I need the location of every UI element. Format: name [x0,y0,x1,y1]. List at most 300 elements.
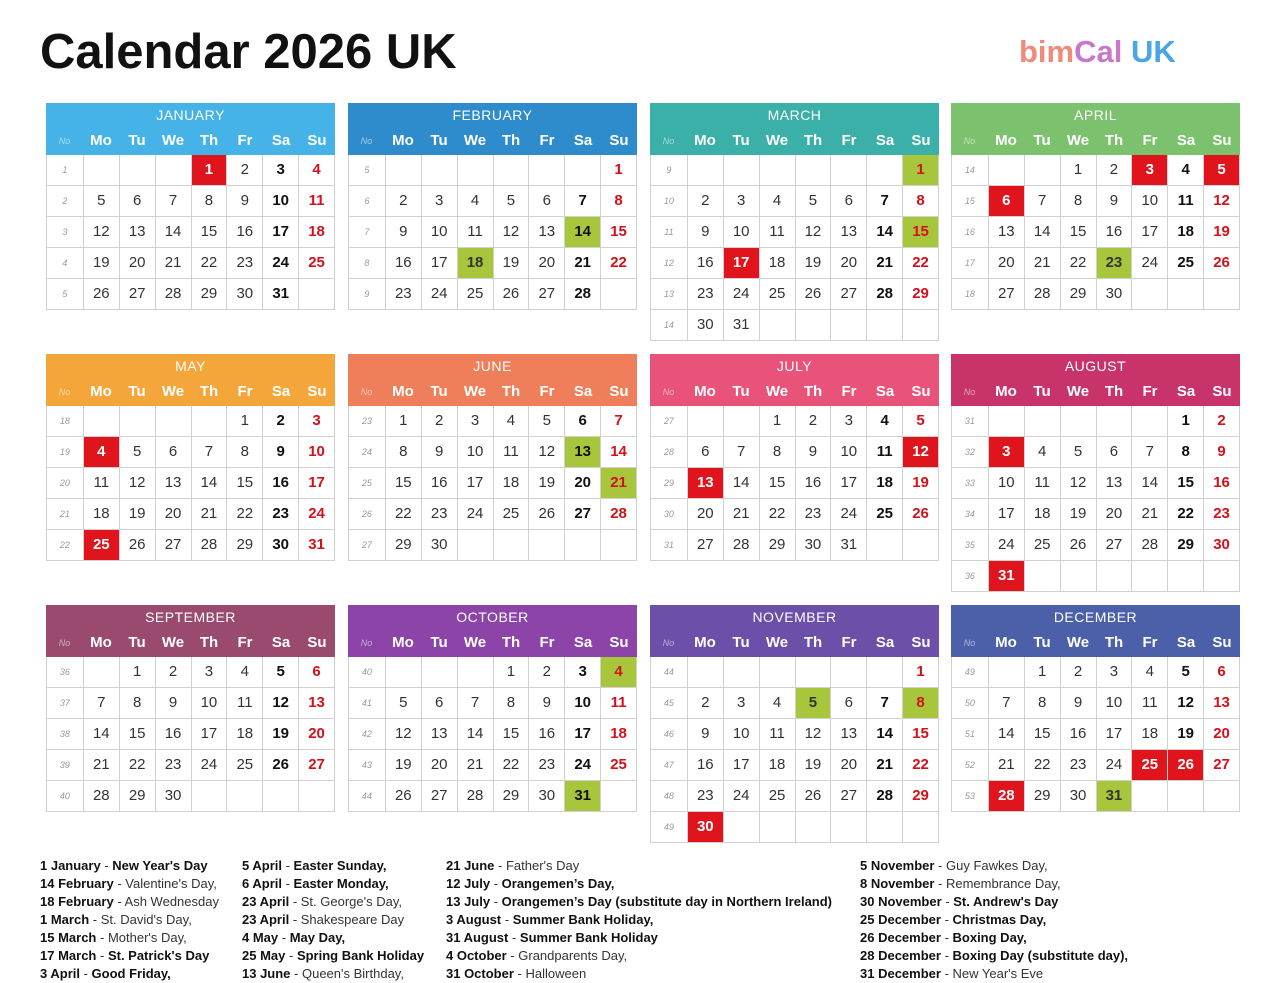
day-cell[interactable]: 27 [831,279,867,309]
day-cell[interactable]: 29 [494,781,530,811]
day-cell[interactable]: 26 [386,781,422,811]
day-cell[interactable]: 2 [422,406,458,436]
day-cell[interactable]: 20 [1097,499,1133,529]
day-cell[interactable]: 30 [1097,279,1133,309]
day-cell[interactable]: 14 [867,217,903,247]
day-cell[interactable]: 16 [529,719,565,749]
day-cell[interactable]: 5 [796,186,832,216]
day-cell[interactable]: 17 [458,468,494,498]
day-cell[interactable]: 28 [156,279,192,309]
day-cell[interactable]: 19 [386,750,422,780]
day-cell[interactable]: 6 [989,186,1025,216]
day-cell[interactable]: 21 [989,750,1025,780]
day-cell[interactable]: 25 [1025,530,1061,560]
day-cell[interactable]: 26 [1204,248,1240,278]
day-cell[interactable]: 26 [84,279,120,309]
day-cell[interactable]: 9 [1061,688,1097,718]
day-cell[interactable]: 15 [903,719,939,749]
day-cell[interactable]: 21 [192,499,228,529]
day-cell[interactable]: 28 [84,781,120,811]
day-cell[interactable]: 21 [867,248,903,278]
day-cell[interactable]: 15 [760,468,796,498]
day-cell[interactable]: 4 [227,657,263,687]
day-cell[interactable]: 18 [84,499,120,529]
day-cell[interactable]: 5 [1204,155,1240,185]
day-cell[interactable]: 19 [529,468,565,498]
day-cell[interactable]: 12 [386,719,422,749]
day-cell[interactable]: 6 [1204,657,1240,687]
day-cell[interactable]: 27 [565,499,601,529]
day-cell[interactable]: 22 [1025,750,1061,780]
day-cell[interactable]: 18 [760,750,796,780]
day-cell[interactable]: 4 [601,657,637,687]
day-cell[interactable]: 24 [458,499,494,529]
day-cell[interactable]: 12 [120,468,156,498]
day-cell[interactable]: 1 [120,657,156,687]
day-cell[interactable]: 2 [529,657,565,687]
day-cell[interactable]: 30 [263,530,299,560]
day-cell[interactable]: 9 [1204,437,1240,467]
day-cell[interactable]: 27 [688,530,724,560]
day-cell[interactable]: 8 [1025,688,1061,718]
day-cell[interactable]: 3 [192,657,228,687]
day-cell[interactable]: 1 [601,155,637,185]
day-cell[interactable]: 15 [601,217,637,247]
day-cell[interactable]: 10 [1097,688,1133,718]
day-cell[interactable]: 18 [1168,217,1204,247]
day-cell[interactable]: 12 [796,719,832,749]
day-cell[interactable]: 10 [565,688,601,718]
day-cell[interactable]: 12 [796,217,832,247]
day-cell[interactable]: 7 [156,186,192,216]
day-cell[interactable]: 19 [1061,499,1097,529]
day-cell[interactable]: 9 [688,217,724,247]
day-cell[interactable]: 31 [724,310,760,340]
day-cell[interactable]: 25 [494,499,530,529]
day-cell[interactable]: 7 [867,688,903,718]
day-cell[interactable]: 26 [1168,750,1204,780]
day-cell[interactable]: 5 [1061,437,1097,467]
day-cell[interactable]: 1 [1168,406,1204,436]
day-cell[interactable]: 15 [1168,468,1204,498]
day-cell[interactable]: 15 [386,468,422,498]
day-cell[interactable]: 18 [1025,499,1061,529]
day-cell[interactable]: 3 [565,657,601,687]
day-cell[interactable]: 24 [422,279,458,309]
day-cell[interactable]: 6 [422,688,458,718]
day-cell[interactable]: 2 [156,657,192,687]
day-cell[interactable]: 28 [1025,279,1061,309]
day-cell[interactable]: 11 [867,437,903,467]
day-cell[interactable]: 30 [529,781,565,811]
day-cell[interactable]: 22 [120,750,156,780]
day-cell[interactable]: 2 [1204,406,1240,436]
day-cell[interactable]: 10 [458,437,494,467]
day-cell[interactable]: 29 [1025,781,1061,811]
day-cell[interactable]: 19 [1204,217,1240,247]
day-cell[interactable]: 25 [458,279,494,309]
day-cell[interactable]: 23 [688,781,724,811]
day-cell[interactable]: 1 [1025,657,1061,687]
day-cell[interactable]: 16 [688,750,724,780]
day-cell[interactable]: 15 [1025,719,1061,749]
day-cell[interactable]: 10 [299,437,335,467]
day-cell[interactable]: 20 [120,248,156,278]
day-cell[interactable]: 21 [601,468,637,498]
day-cell[interactable]: 1 [903,155,939,185]
day-cell[interactable]: 27 [989,279,1025,309]
day-cell[interactable]: 28 [989,781,1025,811]
day-cell[interactable]: 25 [1132,750,1168,780]
day-cell[interactable]: 13 [1204,688,1240,718]
day-cell[interactable]: 3 [831,406,867,436]
day-cell[interactable]: 3 [299,406,335,436]
day-cell[interactable]: 25 [601,750,637,780]
day-cell[interactable]: 29 [120,781,156,811]
day-cell[interactable]: 2 [263,406,299,436]
day-cell[interactable]: 14 [458,719,494,749]
day-cell[interactable]: 23 [529,750,565,780]
day-cell[interactable]: 29 [386,530,422,560]
day-cell[interactable]: 1 [1061,155,1097,185]
day-cell[interactable]: 19 [120,499,156,529]
day-cell[interactable]: 23 [422,499,458,529]
day-cell[interactable]: 30 [1061,781,1097,811]
day-cell[interactable]: 27 [299,750,335,780]
day-cell[interactable]: 24 [1132,248,1168,278]
day-cell[interactable]: 24 [192,750,228,780]
day-cell[interactable]: 19 [84,248,120,278]
day-cell[interactable]: 2 [688,688,724,718]
day-cell[interactable]: 12 [263,688,299,718]
day-cell[interactable]: 3 [1097,657,1133,687]
day-cell[interactable]: 20 [1204,719,1240,749]
day-cell[interactable]: 12 [903,437,939,467]
day-cell[interactable]: 24 [724,279,760,309]
day-cell[interactable]: 16 [1097,217,1133,247]
day-cell[interactable]: 25 [1168,248,1204,278]
day-cell[interactable]: 6 [120,186,156,216]
day-cell[interactable]: 14 [601,437,637,467]
day-cell[interactable]: 17 [565,719,601,749]
day-cell[interactable]: 14 [84,719,120,749]
day-cell[interactable]: 2 [1061,657,1097,687]
day-cell[interactable]: 22 [1061,248,1097,278]
day-cell[interactable]: 28 [601,499,637,529]
day-cell[interactable]: 29 [1061,279,1097,309]
day-cell[interactable]: 11 [601,688,637,718]
day-cell[interactable]: 16 [263,468,299,498]
day-cell[interactable]: 10 [989,468,1025,498]
day-cell[interactable]: 20 [565,468,601,498]
day-cell[interactable]: 22 [903,248,939,278]
day-cell[interactable]: 22 [386,499,422,529]
day-cell[interactable]: 19 [1168,719,1204,749]
day-cell[interactable]: 22 [192,248,228,278]
day-cell[interactable]: 6 [529,186,565,216]
day-cell[interactable]: 30 [688,812,724,842]
day-cell[interactable]: 1 [494,657,530,687]
day-cell[interactable]: 7 [989,688,1025,718]
day-cell[interactable]: 2 [1097,155,1133,185]
day-cell[interactable]: 19 [903,468,939,498]
day-cell[interactable]: 30 [796,530,832,560]
day-cell[interactable]: 23 [1097,248,1133,278]
day-cell[interactable]: 26 [494,279,530,309]
day-cell[interactable]: 27 [529,279,565,309]
day-cell[interactable]: 25 [760,279,796,309]
day-cell[interactable]: 22 [760,499,796,529]
day-cell[interactable]: 8 [494,688,530,718]
day-cell[interactable]: 16 [422,468,458,498]
day-cell[interactable]: 3 [724,186,760,216]
day-cell[interactable]: 17 [422,248,458,278]
day-cell[interactable]: 11 [1025,468,1061,498]
day-cell[interactable]: 17 [724,750,760,780]
day-cell[interactable]: 26 [529,499,565,529]
day-cell[interactable]: 15 [227,468,263,498]
day-cell[interactable]: 29 [227,530,263,560]
day-cell[interactable]: 21 [1025,248,1061,278]
day-cell[interactable]: 13 [989,217,1025,247]
day-cell[interactable]: 11 [1168,186,1204,216]
day-cell[interactable]: 6 [299,657,335,687]
day-cell[interactable]: 26 [263,750,299,780]
day-cell[interactable]: 12 [529,437,565,467]
day-cell[interactable]: 8 [227,437,263,467]
day-cell[interactable]: 17 [1097,719,1133,749]
day-cell[interactable]: 23 [688,279,724,309]
day-cell[interactable]: 16 [1061,719,1097,749]
day-cell[interactable]: 5 [494,186,530,216]
day-cell[interactable]: 21 [1132,499,1168,529]
day-cell[interactable]: 24 [565,750,601,780]
day-cell[interactable]: 9 [263,437,299,467]
day-cell[interactable]: 25 [299,248,335,278]
day-cell[interactable]: 20 [831,248,867,278]
day-cell[interactable]: 2 [688,186,724,216]
day-cell[interactable]: 18 [867,468,903,498]
day-cell[interactable]: 14 [156,217,192,247]
day-cell[interactable]: 31 [989,561,1025,591]
day-cell[interactable]: 22 [601,248,637,278]
day-cell[interactable]: 3 [422,186,458,216]
day-cell[interactable]: 31 [263,279,299,309]
day-cell[interactable]: 4 [867,406,903,436]
day-cell[interactable]: 23 [796,499,832,529]
day-cell[interactable]: 3 [724,688,760,718]
day-cell[interactable]: 26 [903,499,939,529]
day-cell[interactable]: 11 [494,437,530,467]
day-cell[interactable]: 20 [831,750,867,780]
day-cell[interactable]: 5 [386,688,422,718]
day-cell[interactable]: 4 [760,688,796,718]
day-cell[interactable]: 7 [724,437,760,467]
day-cell[interactable]: 10 [831,437,867,467]
day-cell[interactable]: 30 [1204,530,1240,560]
day-cell[interactable]: 21 [565,248,601,278]
day-cell[interactable]: 27 [1204,750,1240,780]
day-cell[interactable]: 16 [1204,468,1240,498]
day-cell[interactable]: 4 [494,406,530,436]
day-cell[interactable]: 16 [227,217,263,247]
day-cell[interactable]: 16 [156,719,192,749]
day-cell[interactable]: 28 [867,279,903,309]
day-cell[interactable]: 7 [458,688,494,718]
day-cell[interactable]: 27 [422,781,458,811]
day-cell[interactable]: 14 [1025,217,1061,247]
day-cell[interactable]: 12 [1204,186,1240,216]
day-cell[interactable]: 30 [227,279,263,309]
day-cell[interactable]: 19 [796,248,832,278]
day-cell[interactable]: 9 [796,437,832,467]
day-cell[interactable]: 25 [760,781,796,811]
day-cell[interactable]: 8 [192,186,228,216]
day-cell[interactable]: 7 [84,688,120,718]
day-cell[interactable]: 20 [529,248,565,278]
day-cell[interactable]: 27 [120,279,156,309]
day-cell[interactable]: 1 [903,657,939,687]
day-cell[interactable]: 11 [299,186,335,216]
day-cell[interactable]: 6 [688,437,724,467]
day-cell[interactable]: 29 [903,279,939,309]
day-cell[interactable]: 19 [494,248,530,278]
day-cell[interactable]: 28 [458,781,494,811]
day-cell[interactable]: 9 [227,186,263,216]
day-cell[interactable]: 7 [1025,186,1061,216]
day-cell[interactable]: 19 [263,719,299,749]
day-cell[interactable]: 22 [1168,499,1204,529]
day-cell[interactable]: 29 [1168,530,1204,560]
day-cell[interactable]: 7 [565,186,601,216]
day-cell[interactable]: 20 [156,499,192,529]
day-cell[interactable]: 13 [156,468,192,498]
day-cell[interactable]: 3 [1132,155,1168,185]
day-cell[interactable]: 10 [724,217,760,247]
day-cell[interactable]: 12 [1061,468,1097,498]
day-cell[interactable]: 18 [299,217,335,247]
day-cell[interactable]: 11 [760,217,796,247]
day-cell[interactable]: 14 [192,468,228,498]
day-cell[interactable]: 10 [1132,186,1168,216]
day-cell[interactable]: 5 [84,186,120,216]
day-cell[interactable]: 18 [601,719,637,749]
day-cell[interactable]: 8 [903,186,939,216]
day-cell[interactable]: 14 [867,719,903,749]
day-cell[interactable]: 2 [386,186,422,216]
day-cell[interactable]: 13 [120,217,156,247]
day-cell[interactable]: 6 [1097,437,1133,467]
day-cell[interactable]: 24 [831,499,867,529]
day-cell[interactable]: 22 [903,750,939,780]
day-cell[interactable]: 17 [831,468,867,498]
day-cell[interactable]: 9 [422,437,458,467]
day-cell[interactable]: 16 [386,248,422,278]
day-cell[interactable]: 23 [1204,499,1240,529]
day-cell[interactable]: 15 [120,719,156,749]
day-cell[interactable]: 28 [1132,530,1168,560]
day-cell[interactable]: 31 [831,530,867,560]
day-cell[interactable]: 1 [192,155,228,185]
day-cell[interactable]: 12 [494,217,530,247]
day-cell[interactable]: 4 [760,186,796,216]
day-cell[interactable]: 27 [156,530,192,560]
day-cell[interactable]: 6 [831,186,867,216]
day-cell[interactable]: 1 [760,406,796,436]
day-cell[interactable]: 18 [227,719,263,749]
day-cell[interactable]: 2 [796,406,832,436]
day-cell[interactable]: 19 [796,750,832,780]
day-cell[interactable]: 9 [529,688,565,718]
day-cell[interactable]: 31 [565,781,601,811]
day-cell[interactable]: 29 [903,781,939,811]
day-cell[interactable]: 15 [192,217,228,247]
day-cell[interactable]: 21 [867,750,903,780]
day-cell[interactable]: 27 [831,781,867,811]
day-cell[interactable]: 9 [156,688,192,718]
day-cell[interactable]: 10 [422,217,458,247]
day-cell[interactable]: 7 [867,186,903,216]
day-cell[interactable]: 24 [263,248,299,278]
day-cell[interactable]: 4 [1025,437,1061,467]
day-cell[interactable]: 15 [903,217,939,247]
day-cell[interactable]: 20 [299,719,335,749]
day-cell[interactable]: 5 [903,406,939,436]
day-cell[interactable]: 15 [494,719,530,749]
day-cell[interactable]: 8 [1061,186,1097,216]
day-cell[interactable]: 2 [227,155,263,185]
day-cell[interactable]: 1 [386,406,422,436]
day-cell[interactable]: 4 [84,437,120,467]
day-cell[interactable]: 23 [227,248,263,278]
day-cell[interactable]: 20 [422,750,458,780]
day-cell[interactable]: 10 [263,186,299,216]
day-cell[interactable]: 14 [724,468,760,498]
day-cell[interactable]: 5 [263,657,299,687]
day-cell[interactable]: 17 [1132,217,1168,247]
day-cell[interactable]: 28 [867,781,903,811]
day-cell[interactable]: 16 [688,248,724,278]
day-cell[interactable]: 6 [831,688,867,718]
day-cell[interactable]: 9 [688,719,724,749]
day-cell[interactable]: 20 [688,499,724,529]
day-cell[interactable]: 26 [1061,530,1097,560]
day-cell[interactable]: 13 [422,719,458,749]
day-cell[interactable]: 13 [565,437,601,467]
day-cell[interactable]: 6 [565,406,601,436]
day-cell[interactable]: 18 [458,248,494,278]
day-cell[interactable]: 28 [192,530,228,560]
day-cell[interactable]: 13 [831,217,867,247]
day-cell[interactable]: 23 [263,499,299,529]
day-cell[interactable]: 14 [1132,468,1168,498]
day-cell[interactable]: 26 [120,530,156,560]
day-cell[interactable]: 27 [1097,530,1133,560]
day-cell[interactable]: 11 [458,217,494,247]
day-cell[interactable]: 5 [1168,657,1204,687]
day-cell[interactable]: 17 [299,468,335,498]
day-cell[interactable]: 8 [760,437,796,467]
day-cell[interactable]: 10 [192,688,228,718]
day-cell[interactable]: 8 [120,688,156,718]
day-cell[interactable]: 29 [192,279,228,309]
day-cell[interactable]: 18 [760,248,796,278]
day-cell[interactable]: 30 [422,530,458,560]
day-cell[interactable]: 25 [84,530,120,560]
day-cell[interactable]: 21 [156,248,192,278]
day-cell[interactable]: 12 [1168,688,1204,718]
day-cell[interactable]: 28 [724,530,760,560]
